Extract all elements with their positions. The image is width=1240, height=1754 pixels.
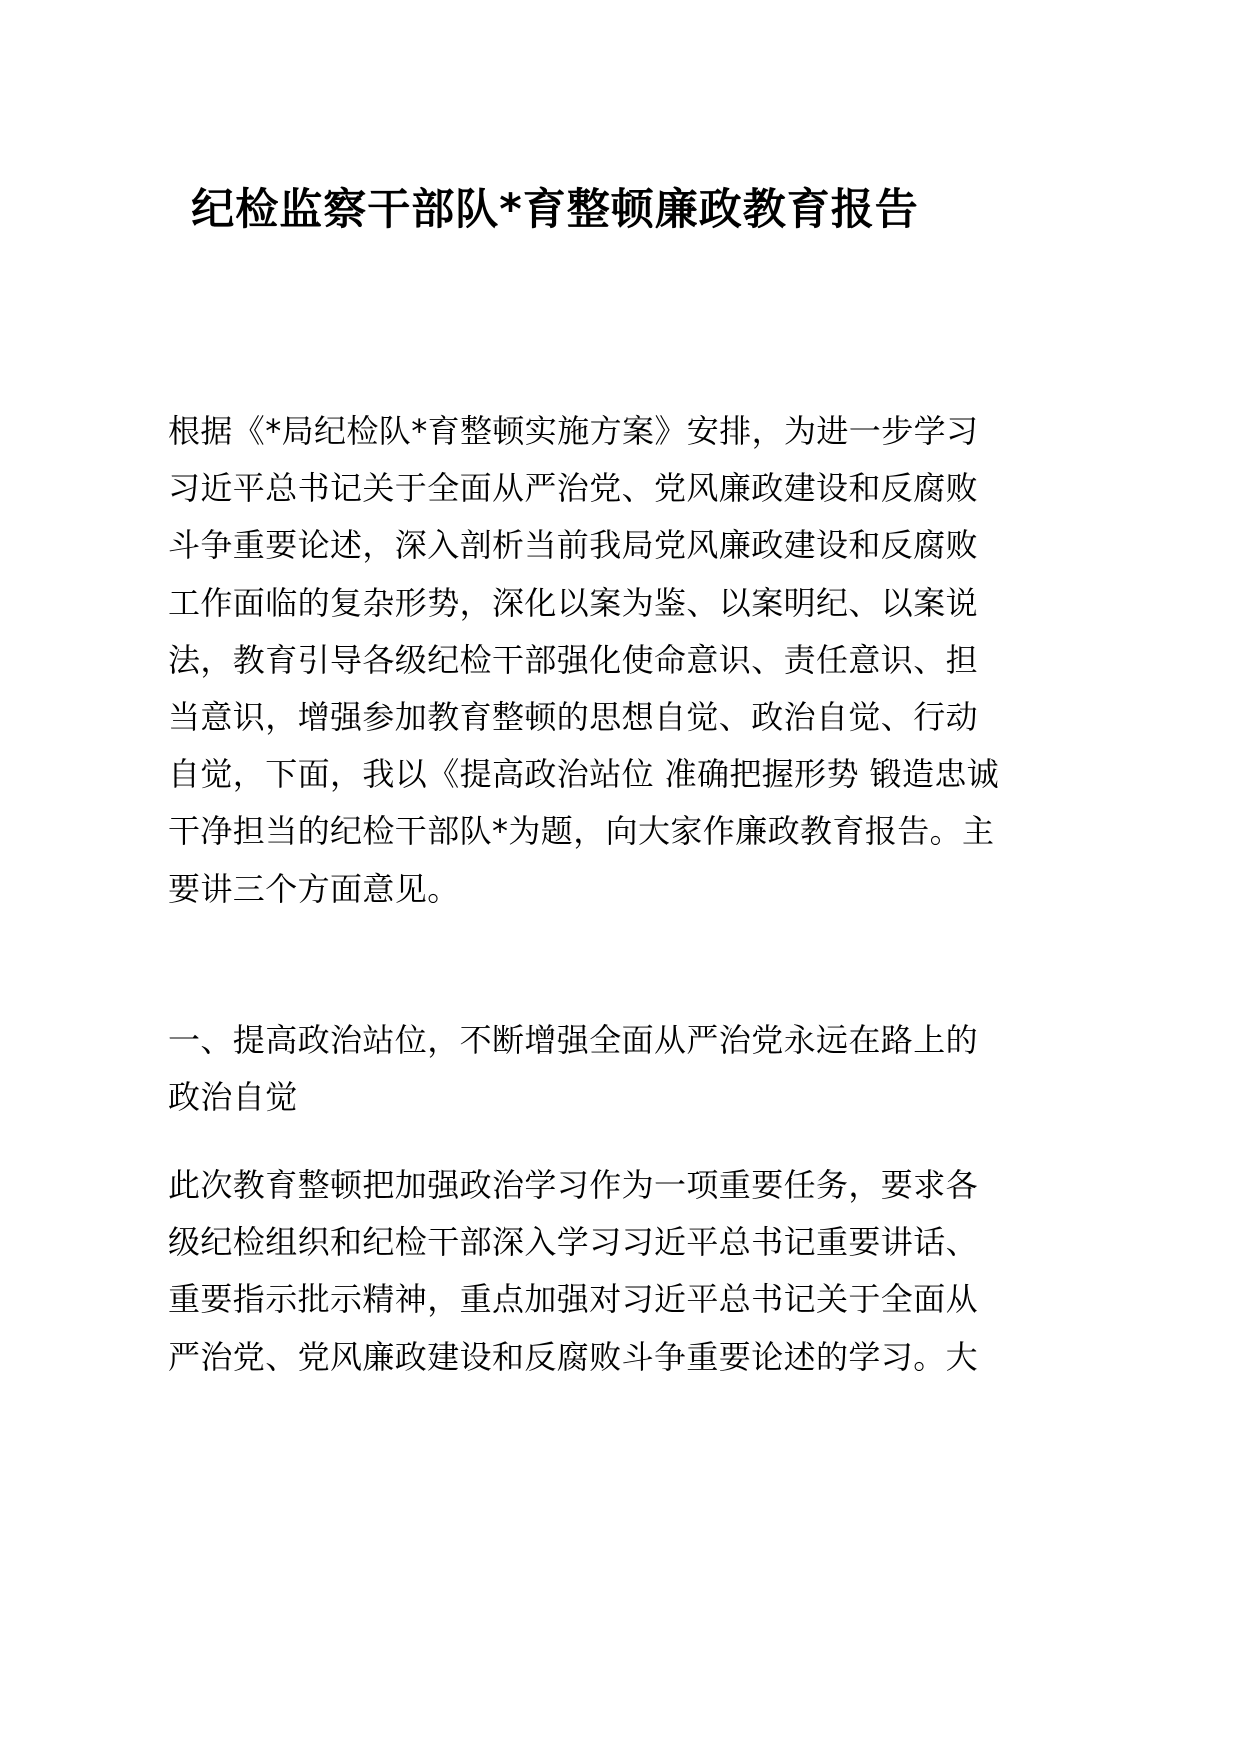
section-1-paragraph [168, 1157, 979, 1386]
paragraph-line: 级纪检组织和纪检干部深入学习习近平总书记重要讲话、 [168, 1223, 979, 1262]
heading-line: 政治自觉 [168, 1078, 298, 1117]
paragraph-line: 干净担当的纪检干部队*为题，向大家作廉政教育报告。主 [168, 812, 995, 851]
document-title: 纪检监察干部队*育整顿廉政教育报告 [191, 185, 919, 235]
paragraph-line: 重要指示批示精神，重点加强对习近平总书记关于全面从 [168, 1280, 979, 1319]
paragraph-line: 严治党、党风廉政建设和反腐败斗争重要论述的学习。大 [168, 1337, 979, 1376]
paragraph-line: 自觉，下面，我以《提高政治站位 准确把握形势 锻造忠诚 [168, 755, 1000, 794]
paragraph-line: 此次教育整顿把加强政治学习作为一项重要任务，要求各 [168, 1166, 979, 1204]
paragraph-line: 工作面临的复杂形势，深化以案为鉴、以案明纪、以案说 [168, 583, 979, 622]
paragraph-line: 法，教育引导各级纪检干部强化使命意识、责任意识、担 [168, 640, 979, 679]
intro-paragraph [168, 403, 1000, 918]
section-heading-1 [168, 1012, 979, 1126]
paragraph-line: 斗争重要论述，深入剖析当前我局党风廉政建设和反腐败 [168, 526, 979, 565]
paragraph-line: 习近平总书记关于全面从严治党、党风廉政建设和反腐败 [168, 469, 979, 508]
paragraph-line: 要讲三个方面意见。 [168, 869, 460, 908]
heading-line: 一、提高政治站位，不断增强全面从严治党永远在路上的 [168, 1021, 979, 1059]
paragraph-line: 根据《*局纪检队*育整顿实施方案》安排，为进一步学习 [168, 412, 979, 450]
paragraph-line: 当意识，增强参加教育整顿的思想自觉、政治自觉、行动 [168, 697, 979, 736]
